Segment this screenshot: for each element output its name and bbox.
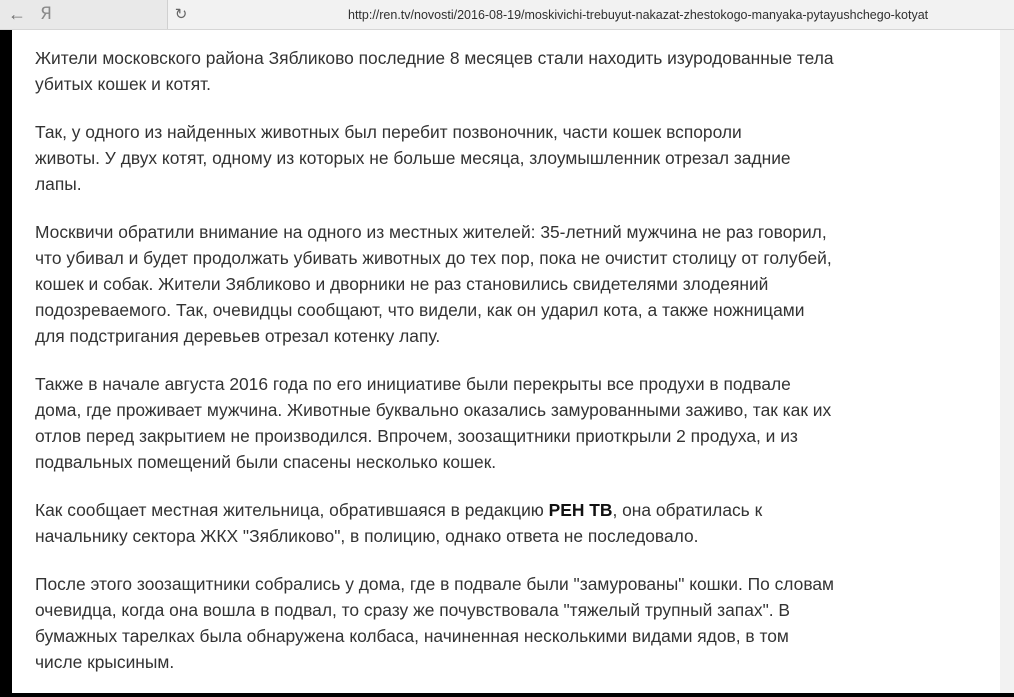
text-line: числе крысиным.: [35, 652, 175, 672]
text-segment: , она обратилась к: [612, 500, 763, 520]
text-line: Так, у одного из найденных животных был перебит позвоночник, части кошек вспороли: [35, 122, 742, 142]
text-line: лапы.: [35, 174, 82, 194]
text-line: начальнику сектора ЖКХ "Зябликово", в полицию, однако ответа не последовало.: [35, 526, 699, 546]
paragraph-5: [35, 497, 905, 549]
text-line: подозреваемого. Так, очевидцы сообщают, что видели, как он ударил кота, а также ножницами: [35, 300, 805, 320]
article-body: [35, 45, 905, 697]
text-line: После этого зоозащитники собрались у дома, где в подвале были "замурованы" кошки. По словам: [35, 574, 834, 594]
text-line: убитых кошек и котят.: [35, 74, 211, 94]
text-line: Также в начале августа 2016 года по его инициативе были перекрыты все продухи в подвале: [35, 374, 791, 394]
text-line: что убивал и будет продолжать убивать животных до тех пор, пока не очистит столицу от голубей,: [35, 248, 832, 268]
yandex-logo: Я: [40, 4, 52, 24]
reload-icon[interactable]: ↻: [174, 5, 188, 23]
browser-toolbar: [0, 0, 1014, 30]
text-line: Москвичи обратили внимание на одного из местных жителей: 35-летний мужчина не раз говорил,: [35, 222, 827, 242]
paragraph-6: [35, 571, 905, 675]
address-bar[interactable]: http://ren.tv/novosti/2016-08-19/moskivichi-trebuyut-nakazat-zhestokogo-manyaka-pytayushchego-kotyat: [348, 8, 929, 22]
text-line: бумажных тарелках была обнаружена колбаса, начиненная несколькими видами ядов, в том: [35, 626, 789, 646]
paragraph-1: [35, 45, 905, 97]
text-line: животы. У двух котят, одному из которых не больше месяца, злоумышленник отрезал задние: [35, 148, 791, 168]
text-segment: Как сообщает местная жительница, обратившаяся в редакцию: [35, 500, 549, 520]
text-line: отлов перед закрытием не производился. Впрочем, зоозащитники приоткрыли 2 продуха, и из: [35, 426, 798, 446]
paragraph-2: [35, 119, 905, 197]
web-page: [12, 30, 1000, 693]
brand-link-ren-tv[interactable]: РЕН ТВ: [548, 500, 613, 520]
text-line: очевидца, когда она вошла в подвал, то сразу же почувствовала "тяжелый трупный запах". В: [35, 600, 791, 620]
text-line: кошек и собак. Жители Зябликово и дворники не раз становились свидетелями злодеяний: [35, 274, 769, 294]
browser-tab[interactable]: [0, 0, 168, 29]
paragraph-4: [35, 371, 905, 475]
text-line: Жители московского района Зябликово последние 8 месяцев стали находить изуродованные тела: [35, 48, 834, 68]
text-line: подвальных помещений были спасены несколько кошек.: [35, 452, 497, 472]
text-line: для подстригания деревьев отрезал котенку лапу.: [35, 326, 441, 346]
paragraph-3: [35, 219, 905, 349]
arrow-left-icon[interactable]: ←: [8, 4, 26, 24]
scrollbar[interactable]: [1000, 30, 1014, 693]
text-line: дома, где проживает мужчина. Животные буквально оказались замурованными заживо, так как их: [35, 400, 832, 420]
text-line: [35, 497, 905, 523]
